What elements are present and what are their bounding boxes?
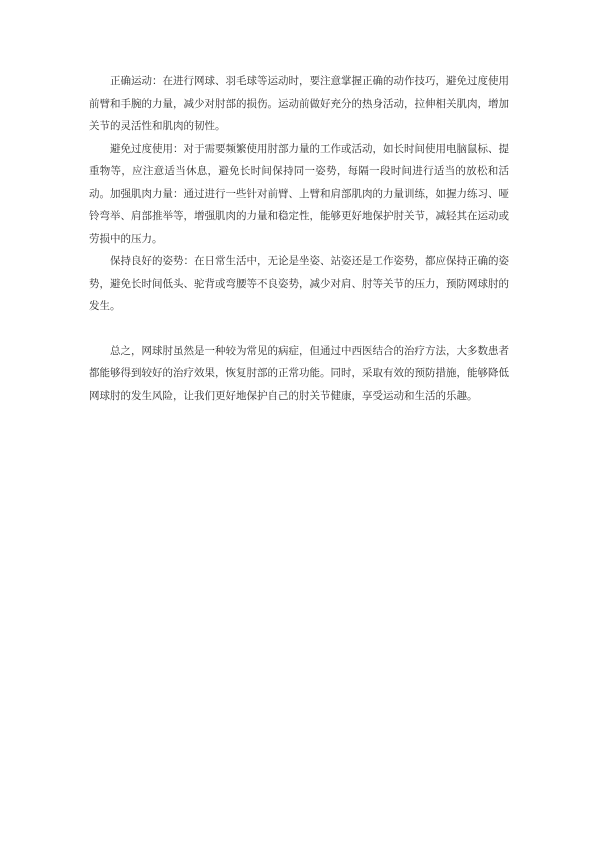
paragraph-spacer xyxy=(89,318,509,340)
document-body xyxy=(89,70,509,407)
paragraph-conclusion: 总之，网球肘虽然是一种较为常见的病症，但通过中西医结合的治疗方法，大多数患者都能够得到较好的治疗效果，恢复肘部的正常功能。同时，采取有效的预防措施，能够降低网球肘的发生风险，让我们更好地保护自己的肘关节健康，享受运动和生活的乐趣。 xyxy=(89,344,509,402)
paragraph-good-posture: 保持良好的姿势：在日常生活中，无论是坐姿、站姿还是工作姿势，都应保持正确的姿势，避免长时间低头、驼背或弯腰等不良姿势，减少对肩、肘等关节的压力，预防网球肘的发生。 xyxy=(89,255,509,312)
paragraph-correct-exercise: 正确运动：在进行网球、羽毛球等运动时，要注意掌握正确的动作技巧，避免过度使用前臂和手腕的力量，减少对肘部的损伤。运动前做好充分的热身活动，拉伸相关肌肉，增加关节的灵活性和肌肉的韧性。 xyxy=(89,75,509,132)
paragraph-avoid-overuse: 避免过度使用：对于需要频繁使用肘部力量的工作或活动，如长时间使用电脑鼠标、提重物等，应注意适当休息，避免长时间保持同一姿势，每隔一段时间进行适当的放松和活动。加强肌肉力量：通过进行一些针对前臂、上臂和肩部肌肉的力量训练，如握力练习、哑铃弯举、肩部推举等，增强肌肉的力量和稳定性，能够更好地保护肘关节，减轻其在运动或劳损中的压力。 xyxy=(89,142,509,245)
